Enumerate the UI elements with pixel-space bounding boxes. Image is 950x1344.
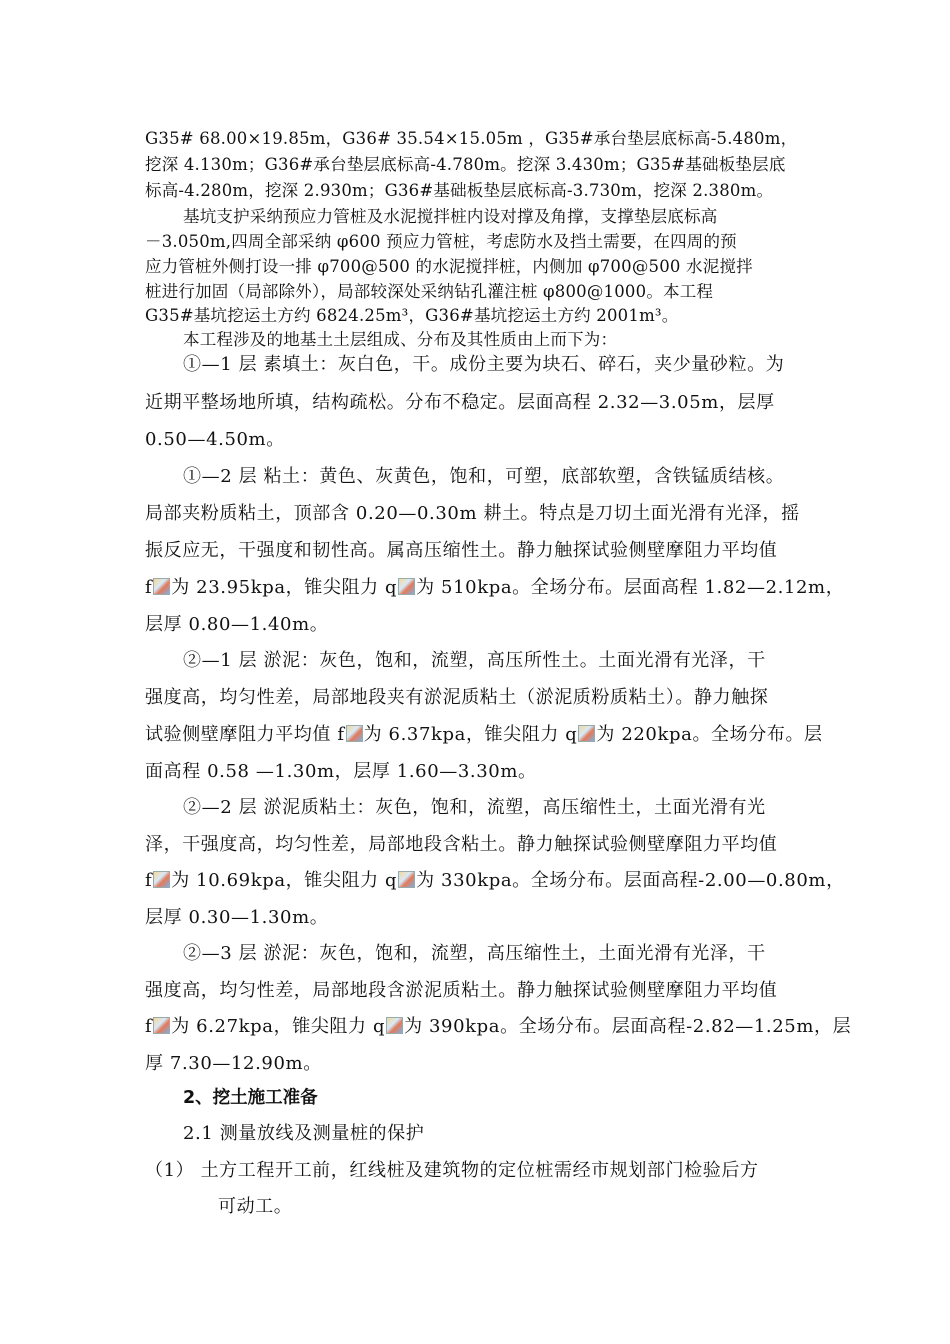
text-line: 挖深 4.130m；G36#承台垫层底标高-4.780m。挖深 3.430m；G35#基础板垫层底 — [145, 155, 786, 174]
text-line — [145, 866, 845, 892]
text-line: ①—2 层 粘土：黄色、灰黄色，饱和，可塑，底部软塑，含铁锰质结核。 — [183, 466, 785, 487]
subsection-heading: 2.1 测量放线及测量桩的保护 — [183, 1123, 425, 1144]
text-line: 近期平整场地所填，结构疏松。分布不稳定。层面高程 2.32—3.05m，层厚 — [145, 392, 775, 413]
text-line: 泽，干强度高，均匀性差，局部地段含粘土。静力触探试验侧壁摩阻力平均值 — [145, 834, 778, 855]
broken-glyph-icon — [386, 1017, 403, 1034]
text-run: 为 510kpa。全场分布。层面高程 1.82—2.12m， — [416, 577, 845, 598]
text-line: ②—1 层 淤泥：灰色，饱和，流塑，高压所性土。土面光滑有光泽，干 — [183, 650, 766, 671]
broken-glyph-icon — [398, 578, 415, 595]
text-line: ②—2 层 淤泥质粘土：灰色，饱和，流塑，高压缩性土，土面光滑有光 — [183, 797, 766, 818]
text-line: 桩进行加固（局部除外），局部较深处采纳钻孔灌注桩 φ800@1000。本工程 — [145, 282, 714, 301]
text-run: 试验侧壁摩阻力平均值 f — [145, 724, 345, 745]
broken-glyph-icon — [346, 725, 363, 742]
text-line: 强度高，均匀性差，局部地段夹有淤泥质粘土（淤泥质粉质粘土）。静力触探 — [145, 687, 769, 708]
text-line: ②—3 层 淤泥：灰色，饱和，流塑，高压缩性土，土面光滑有光泽，干 — [183, 943, 766, 964]
text-line: 面高程 0.58 —1.30m，层厚 1.60—3.30m。 — [145, 761, 537, 782]
text-line — [145, 720, 823, 746]
text-line: 层厚 0.30—1.30m。 — [145, 907, 329, 928]
text-run: 为 6.37kpa，锥尖阻力 q — [363, 724, 578, 745]
text-line: 厚 7.30—12.90m。 — [145, 1053, 322, 1074]
text-line: 基坑支护采纳预应力管桩及水泥搅拌桩内设对撑及角撑，支撑垫层底标高 — [183, 207, 718, 226]
text-run: 为 6.27kpa，锥尖阻力 q — [171, 1016, 386, 1037]
broken-glyph-icon — [153, 578, 170, 595]
text-run: 为 10.69kpa，锥尖阻力 q — [171, 870, 398, 891]
text-line — [145, 1012, 851, 1038]
broken-glyph-icon — [578, 725, 595, 742]
broken-glyph-icon — [398, 871, 415, 888]
text-line: 局部夹粉质粘土，顶部含 0.20—0.30m 耕土。特点是刀切土面光滑有光泽，摇 — [145, 503, 800, 524]
text-run: 为 220kpa。全场分布。层 — [596, 724, 823, 745]
text-line: 振反应无，干强度和韧性高。属高压缩性土。静力触探试验侧壁摩阻力平均值 — [145, 540, 778, 561]
text-line: －3.050m,四周全部采纳 φ600 预应力管桩，考虑防水及挡土需要，在四周的预 — [145, 232, 737, 251]
broken-glyph-icon — [153, 871, 170, 888]
section-heading: 2、挖土施工准备 — [183, 1088, 318, 1108]
text-run: f — [145, 870, 153, 891]
text-run: f — [145, 1016, 153, 1037]
text-line: 强度高，均匀性差，局部地段含淤泥质粘土。静力触探试验侧壁摩阻力平均值 — [145, 980, 778, 1001]
text-run: f — [145, 577, 153, 598]
text-line: 0.50—4.50m。 — [145, 429, 285, 450]
text-run: 为 330kpa。全场分布。层面高程-2.00—0.80m， — [416, 870, 845, 891]
text-line: 标高-4.280m，挖深 2.930m；G36#基础板垫层底标高-3.730m，挖深 2.380m。 — [145, 181, 774, 200]
text-line: 层厚 0.80—1.40m。 — [145, 614, 329, 635]
text-line: G35# 68.00×19.85m，G36# 35.54×15.05m ，G35#承台垫层底标高-5.480m， — [145, 129, 798, 148]
list-item-continuation: 可动工。 — [218, 1196, 293, 1217]
text-line: ①—1 层 素填土：灰白色，干。成份主要为块石、碎石，夹少量砂粒。为 — [183, 354, 785, 375]
text-line: 应力管桩外侧打设一排 φ700@500 的水泥搅拌桩，内侧加 φ700@500 水泥搅拌 — [145, 257, 753, 276]
text-line: 本工程涉及的地基土土层组成、分布及其性质由上而下为： — [183, 330, 618, 349]
text-line: G35#基坑挖运土方约 6824.25m³，G36#基坑挖运土方约 2001m³。 — [145, 306, 679, 325]
text-run: 为 390kpa。全场分布。层面高程-2.82—1.25m，层 — [404, 1016, 852, 1037]
broken-glyph-icon — [153, 1017, 170, 1034]
text-run: 为 23.95kpa，锥尖阻力 q — [171, 577, 398, 598]
text-line — [145, 573, 844, 599]
list-item: （1） 土方工程开工前，红线桩及建筑物的定位桩需经市规划部门检验后方 — [145, 1160, 759, 1181]
